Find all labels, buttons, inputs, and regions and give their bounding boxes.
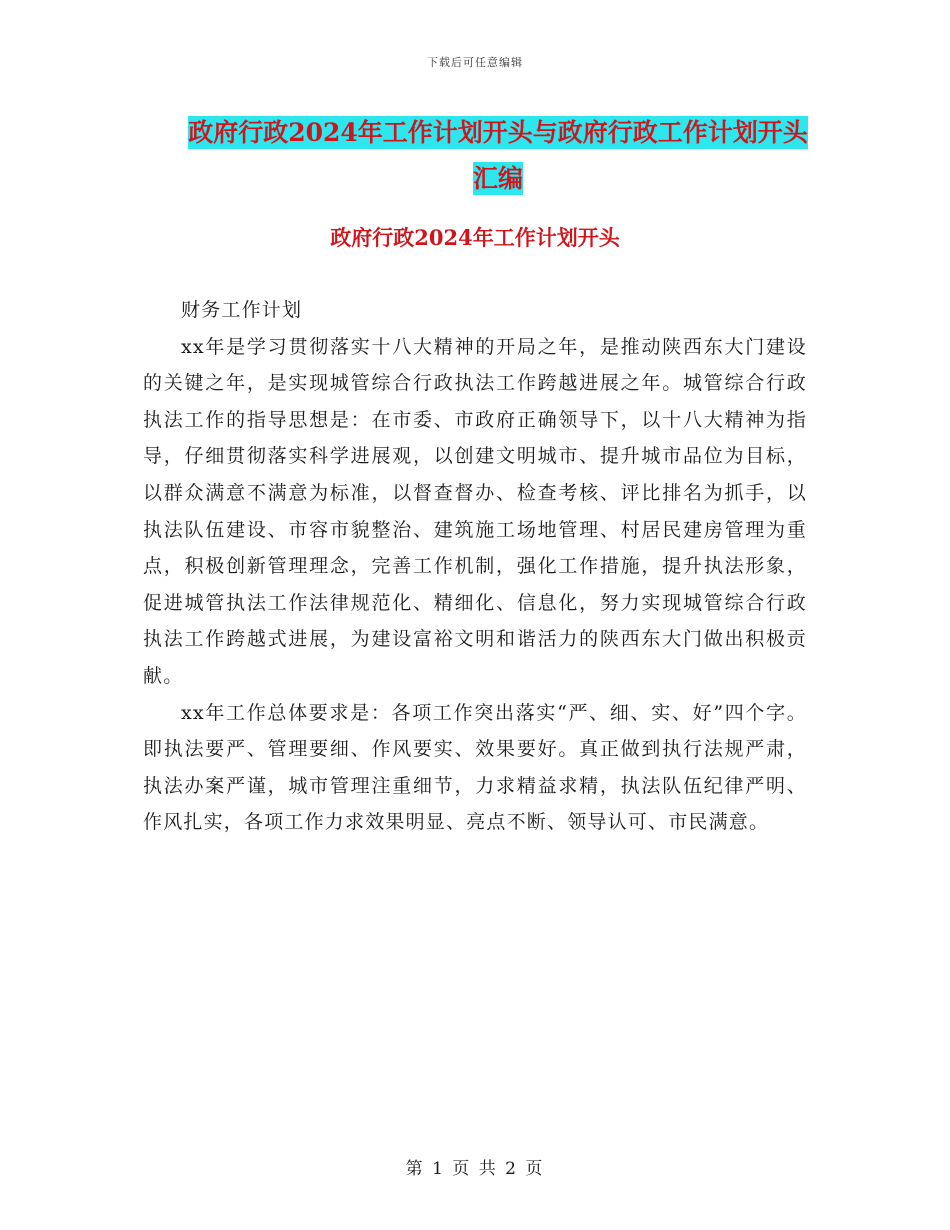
- document-title-text: 政府行政2024年工作计划开头与政府行政工作计划开头汇编: [188, 118, 808, 193]
- body-paragraph: xx年是学习贯彻落实十八大精神的开局之年，是推动陕西东大门建设的关键之年，是实现城管综合行政执法工作跨越进展之年。城管综合行政执法工作的指导思想是：在市委、市政府正确领导下，以十八大精神为指导，仔细贯彻落实科学进展观，以创建文明城市、提升城市品位为目标，以群众满意不满意为标准，以督查督办、检查考核、评比排名为抓手，以执法队伍建设、市容市貌整治、建筑施工场地管理、村居民建房管理为重点，积极创新管理理念，完善工作机制，强化工作措施，提升执法形象，促进城管执法工作法律规范化、精细化、信息化，努力实现城管综合行政执法工作跨越式进展，为建设富裕文明和谐活力的陕西东大门做出积极贡献。: [143, 335, 807, 687]
- header-note: 下载后可任意编辑: [427, 56, 523, 69]
- body-paragraph: 财务工作计划: [181, 299, 303, 321]
- page-number: 第 1 页 共 2 页: [405, 1159, 545, 1179]
- body-paragraph: xx年工作总体要求是：各项工作突出落实“严、细、实、好”四个字。即执法要严、管理要细、作风要实、效果要好。真正做到执行法规严肃，执法办案严谨，城市管理注重细节，力求精益求精，执法队伍纪律严明、作风扎实，各项工作力求效果明显、亮点不断、领导认可、市民满意。: [143, 701, 807, 834]
- document-body: [143, 292, 807, 841]
- document-title: [188, 110, 808, 202]
- section-title: 政府行政2024年工作计划开头: [330, 225, 620, 250]
